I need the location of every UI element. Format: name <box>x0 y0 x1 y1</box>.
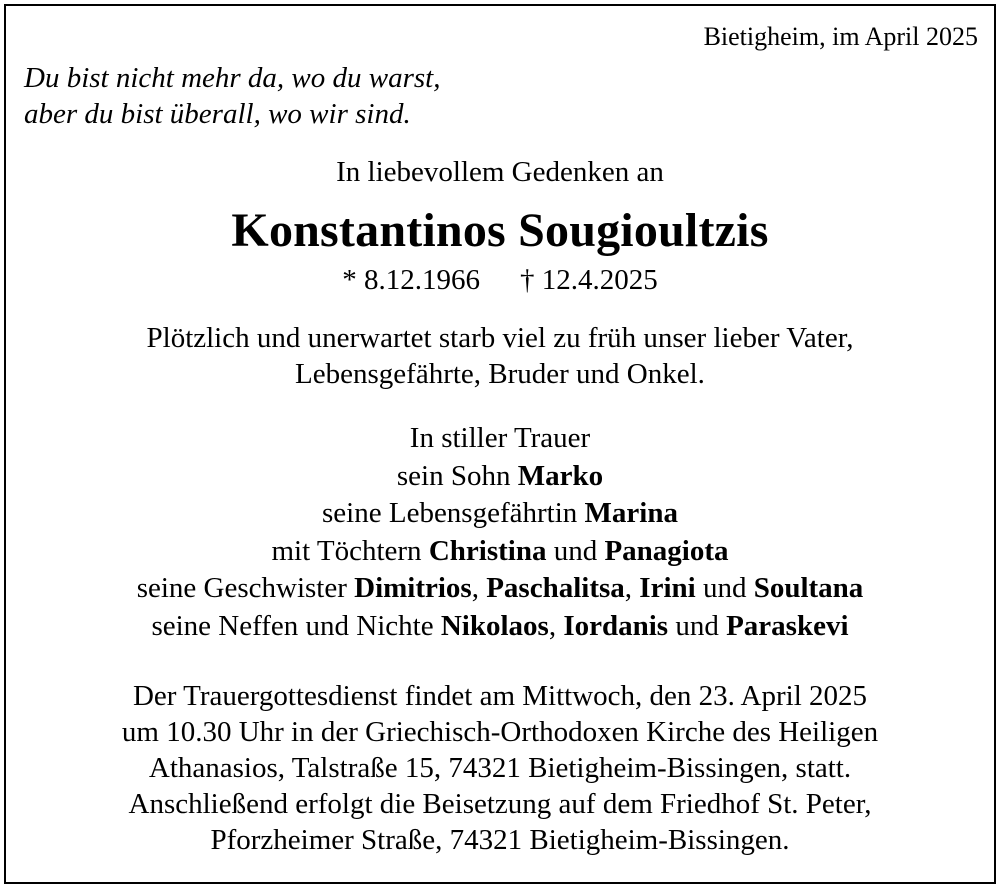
conjunction: und <box>695 572 754 604</box>
service-line: Pforzheimer Straße, 74321 Bietigheim-Bissingen. <box>210 824 790 856</box>
mourner-name: Christina <box>428 534 547 567</box>
mourner-line-siblings <box>0 570 1000 608</box>
mourner-name: Dimitrios <box>354 572 472 604</box>
mourner-name: Soultana <box>753 572 864 604</box>
separator: , <box>548 609 564 642</box>
mourners-list <box>0 420 1000 645</box>
message-line: Plötzlich und unerwartet starb viel zu früh unser lieber Vater, <box>146 322 854 354</box>
mourner-name: Paschalitsa <box>486 572 625 604</box>
service-details <box>0 678 1000 858</box>
conjunction: und <box>546 534 605 567</box>
mourner-prefix: seine Neffen und Nichte <box>151 609 441 642</box>
mourner-prefix: seine Lebensgefährtin <box>322 497 585 529</box>
separator: , <box>624 572 640 604</box>
conjunction: und <box>668 609 727 642</box>
mourner-name: Paraskevi <box>726 609 849 642</box>
mourner-name: Irini <box>639 572 696 604</box>
service-line: Der Trauergottesdienst findet am Mittwoch, den 23. April 2025 <box>132 680 868 712</box>
quote-line: aber du bist überall, wo wir sind. <box>24 98 411 130</box>
service-line: Athanasios, Talstraße 15, 74321 Bietigheim-Bissingen, statt. <box>148 752 852 784</box>
deceased-name: Konstantinos Sougioultzis <box>231 204 769 257</box>
message-line: Lebensgefährte, Bruder und Onkel. <box>295 358 705 390</box>
life-dates <box>0 264 1000 297</box>
memorial-intro: In liebevollem Gedenken an <box>336 156 664 188</box>
mourner-name: Nikolaos <box>440 609 549 642</box>
separator: , <box>471 572 487 604</box>
mourner-prefix: sein Sohn <box>396 459 518 492</box>
mourner-name: Panagiota <box>604 534 729 567</box>
mourner-line-partner <box>0 495 1000 533</box>
mourner-name: Marko <box>517 459 604 492</box>
mourner-prefix: mit Töchtern <box>271 534 429 567</box>
service-line: um 10.30 Uhr in der Griechisch-Orthodoxen Kirche des Heiligen <box>121 716 879 748</box>
service-line: Anschließend erfolgt die Beisetzung auf dem Friedhof St. Peter, <box>128 788 872 820</box>
mourner-line-nephews <box>0 608 1000 646</box>
quote-line: Du bist nicht mehr da, wo du warst, <box>24 62 441 94</box>
death-date: † 12.4.2025 <box>520 264 658 296</box>
mourner-name: Iordanis <box>563 609 669 642</box>
place-date: Bietigheim, im April 2025 <box>703 22 978 51</box>
birth-date: * 8.12.1966 <box>342 264 480 296</box>
memorial-quote <box>24 60 441 132</box>
death-message <box>0 320 1000 392</box>
mourners-heading: In stiller Trauer <box>409 422 591 454</box>
mourner-line-son <box>0 458 1000 496</box>
mourner-prefix: seine Geschwister <box>136 572 355 604</box>
mourner-line-daughters <box>0 533 1000 571</box>
mourner-name: Marina <box>584 497 678 529</box>
